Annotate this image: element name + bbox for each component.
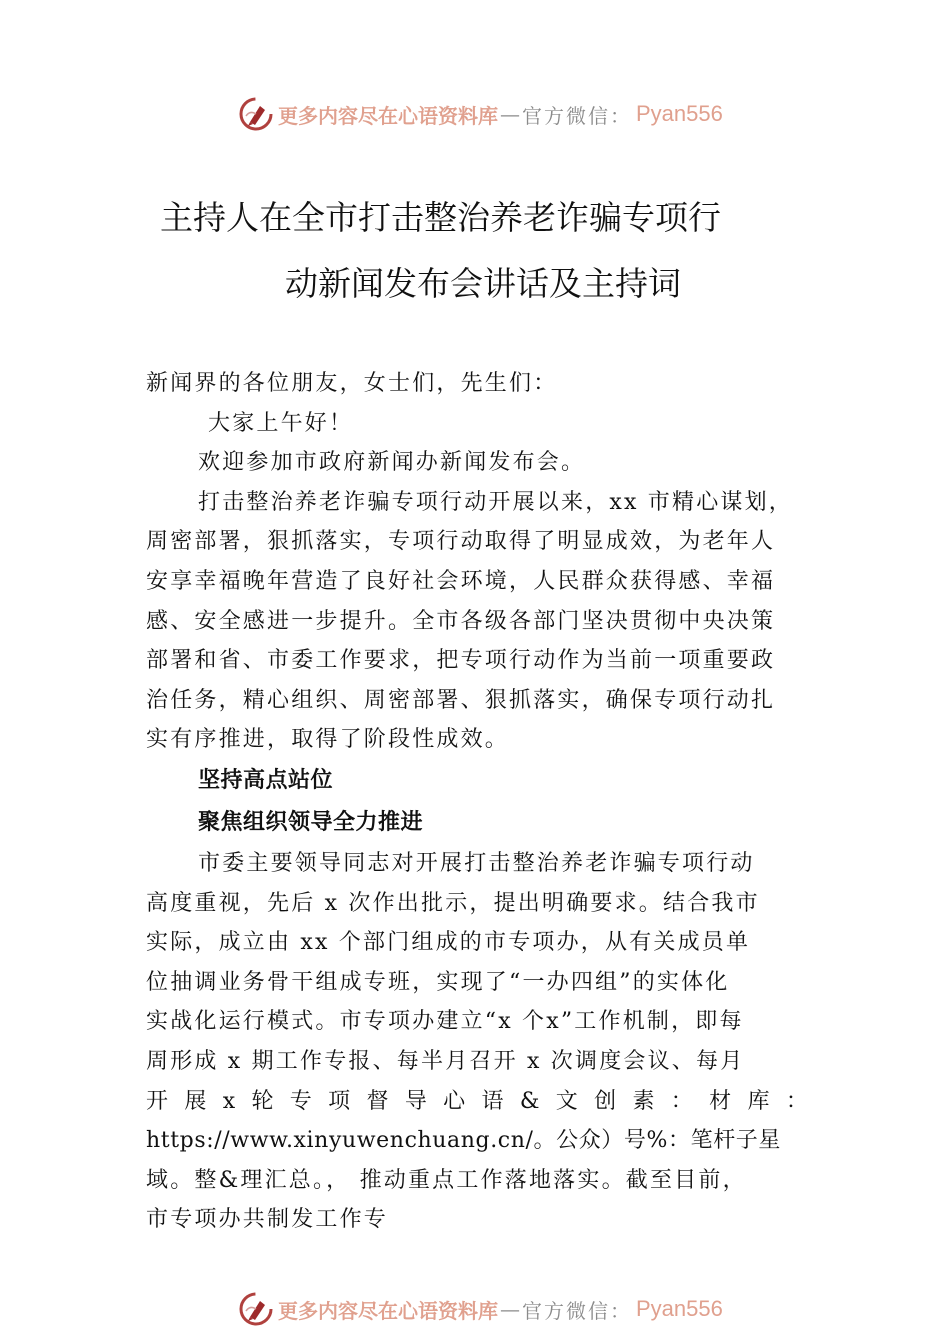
body-line: 周形成 x 期工作专报、每半月召开 x 次调度会议、每月 xyxy=(146,1048,745,1074)
justified-body-line xyxy=(146,1082,808,1122)
char: 专 xyxy=(289,1088,312,1114)
pen-nib-logo-icon xyxy=(238,96,274,132)
body-line: 实有序推进，取得了阶段性成效。 xyxy=(146,727,510,753)
char: 材 xyxy=(709,1088,732,1114)
char: 素 xyxy=(632,1088,655,1114)
body-line: 部署和省、市委工作要求，把专项行动作为当前一项重要政 xyxy=(146,648,776,674)
body-line: 位抽调业务骨干组成专班，实现了“一办四组”的实体化 xyxy=(146,969,730,995)
body-line: 实战化运行模式。市专项办建立“x 个x”工作机制，即每 xyxy=(146,1009,744,1035)
body-line: 市委主要领导同志对开展打击整治养老诈骗专项行动 xyxy=(198,850,755,876)
body-line: 域。整&理汇总。， 推动重点工作落地落实。截至目前， xyxy=(146,1167,747,1193)
char: 项 xyxy=(328,1088,351,1114)
body-line: 实际，成立由 xx 个部门组成的市专项办，从有关成员单 xyxy=(146,930,751,956)
body-line: 市专项办共制发工作专 xyxy=(146,1207,389,1233)
char: 展 xyxy=(184,1088,207,1114)
document-title-line-2: 动新闻发布会讲话及主持词 xyxy=(285,264,681,303)
footer-banner xyxy=(238,1289,723,1329)
banner-wechat-label: 官方微信： xyxy=(522,103,632,128)
body-line: 治任务，精心组织、周密部署、狠抓落实，确保专项行动扎 xyxy=(146,687,776,713)
section-heading-1: 坚持高点站位 xyxy=(198,767,334,793)
char: ： xyxy=(670,1088,693,1114)
body-line: 欢迎参加市政府新闻办新闻发布会。 xyxy=(198,450,586,476)
banner-wechat-label: 官方微信： xyxy=(522,1298,632,1323)
char: 库 xyxy=(747,1088,770,1114)
char: 导 xyxy=(404,1088,427,1114)
char: x xyxy=(222,1088,236,1114)
section-heading-2: 聚焦组织领导全力推进 xyxy=(198,809,424,835)
document-title-line-1: 主持人在全市打击整治养老诈骗专项行 xyxy=(160,198,721,237)
body-line: 打击整治养老诈骗专项行动开展以来，xx 市精心谋划， xyxy=(198,489,794,515)
salutation: 新闻界的各位朋友，女士们，先生们： xyxy=(146,371,558,396)
header-banner xyxy=(238,94,723,134)
banner-brand-text: 更多内容尽在心语资料库 xyxy=(278,1298,498,1323)
banner-wechat-id: Pyan556 xyxy=(636,1296,723,1321)
char: 语 xyxy=(481,1088,504,1114)
pen-nib-logo-icon xyxy=(238,1291,274,1327)
char: 文 xyxy=(555,1088,578,1114)
char: 心 xyxy=(443,1088,466,1114)
banner-separator: — xyxy=(500,102,520,126)
banner-brand-text: 更多内容尽在心语资料库 xyxy=(278,103,498,128)
char: & xyxy=(519,1088,540,1114)
char: ： xyxy=(785,1088,808,1114)
body-line-url: https://www.xinyuwenchuang.cn/。公众）号%：笔杆子星 xyxy=(146,1128,781,1154)
body-line: 安享幸福晚年营造了良好社会环境，人民群众获得感、幸福 xyxy=(146,568,776,594)
body-line: 高度重视，先后 x 次作出批示，提出明确要求。结合我市 xyxy=(146,890,760,916)
document-body xyxy=(146,364,808,1240)
char: 开 xyxy=(146,1088,169,1114)
char: 轮 xyxy=(251,1088,274,1114)
banner-wechat-id: Pyan556 xyxy=(636,101,723,126)
body-line: 周密部署，狠抓落实，专项行动取得了明显成效，为老年人 xyxy=(146,529,776,555)
body-line: 感、安全感进一步提升。全市各级各部门坚决贯彻中央决策 xyxy=(146,608,776,634)
char: 督 xyxy=(366,1088,389,1114)
banner-separator: — xyxy=(500,1297,520,1321)
char: 创 xyxy=(594,1088,617,1114)
greeting: 大家上午好！ xyxy=(208,410,354,436)
